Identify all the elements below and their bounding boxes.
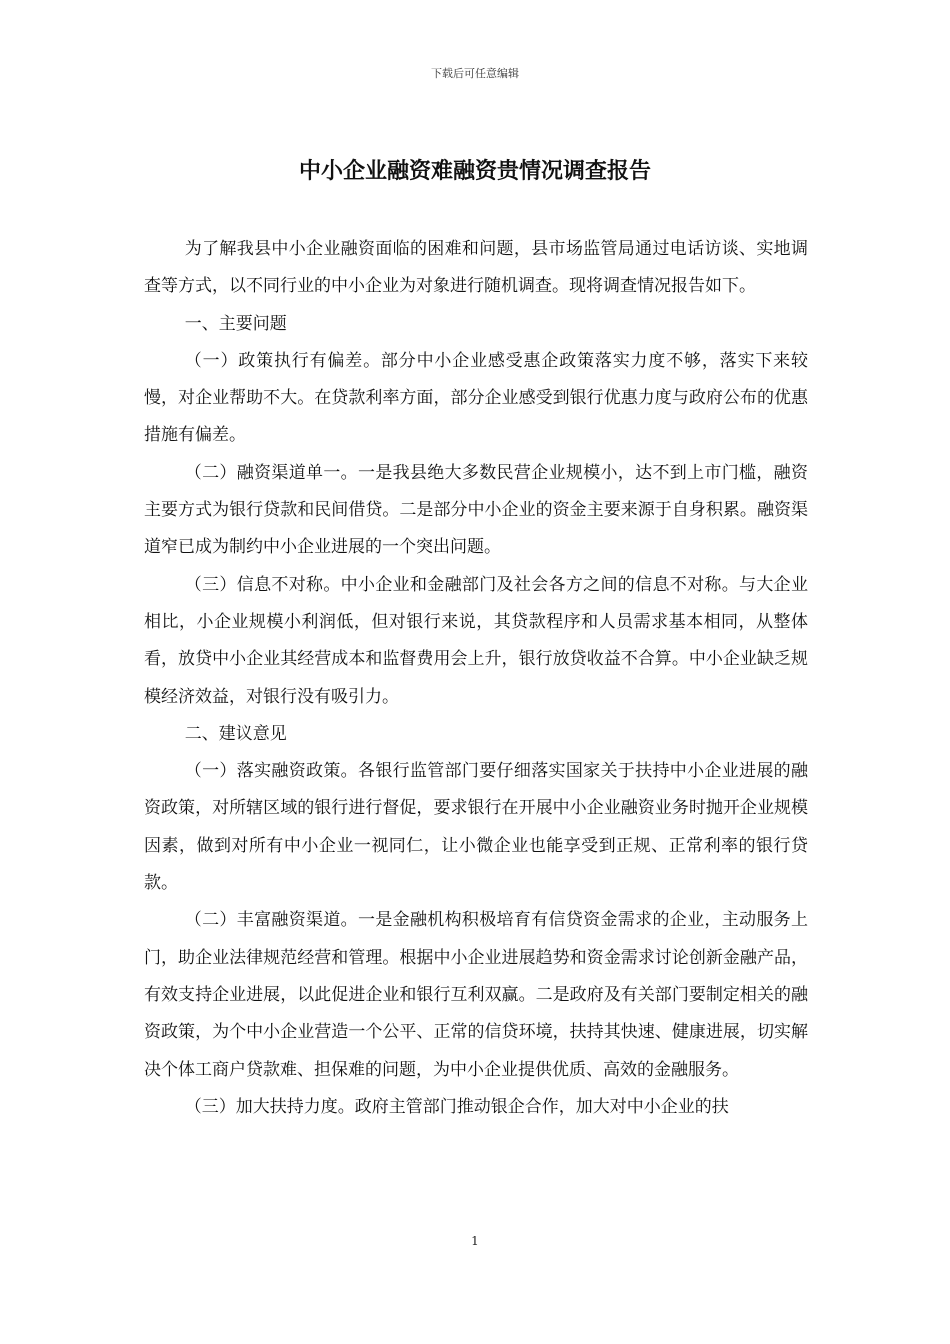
document-body (144, 231, 808, 1126)
problem-paragraph-3: （三）信息不对称。中小企业和金融部门及社会各方之间的信息不对称。与大企业相比，小企业规模小利润低，但对银行来说，其贷款程序和人员需求基本相同，从整体看，放贷中小企业其经营成本和监督费用会上升，银行放贷收益不合算。中小企业缺乏规模经济效益，对银行没有吸引力。 (144, 574, 808, 707)
suggestion-paragraph-1: （一）落实融资政策。各银行监管部门要仔细落实国家关于扶持中小企业进展的融资政策，对所辖区域的银行进行督促，要求银行在开展中小企业融资业务时抛开企业规模因素，做到对所有中小企业一视同仁，让小微企业也能享受到正规、正常利率的银行贷款。 (144, 761, 808, 894)
intro-paragraph: 为了解我县中小企业融资面临的困难和问题，县市场监管局通过电话访谈、实地调查等方式，以不同行业的中小企业为对象进行随机调查。现将调查情况报告如下。 (144, 239, 808, 297)
section-heading-suggestions: 二、建议意见 (184, 723, 287, 744)
suggestion-paragraph-2: （二）丰富融资渠道。一是金融机构积极培育有信贷资金需求的企业，主动服务上门，助企业法律规范经营和管理。根据中小企业进展趋势和资金需求讨论创新金融产品，有效支持企业进展，以此促进企业和银行互利双赢。二是政府及有关部门要制定相关的融资政策，为个中小企业营造一个公平、正常的信贷环境，扶持其快速、健康进展，切实解决个体工商户贷款难、担保难的问题，为中小企业提供优质、高效的金融服务。 (144, 910, 808, 1080)
section-heading-problems: 一、主要问题 (184, 313, 287, 334)
problem-paragraph-1: （一）政策执行有偏差。部分中小企业感受惠企政策落实力度不够，落实下来较慢，对企业帮助不大。在贷款利率方面，部分企业感受到银行优惠力度与政府公布的优惠措施有偏差。 (144, 350, 808, 446)
problem-paragraph-2: （二）融资渠道单一。一是我县绝大多数民营企业规模小，达不到上市门槛，融资主要方式为银行贷款和民间借贷。二是部分中小企业的资金主要来源于自身积累。融资渠道窄已成为制约中小企业进展的一个突出问题。 (144, 462, 808, 558)
page-header-note: 下载后可任意编辑 (431, 67, 519, 80)
document-title: 中小企业融资难融资贵情况调查报告 (298, 158, 651, 184)
page-number: 1 (471, 1234, 479, 1248)
suggestion-paragraph-3: （三）加大扶持力度。政府主管部门推动银企合作，加大对中小企业的扶 (184, 1096, 729, 1117)
